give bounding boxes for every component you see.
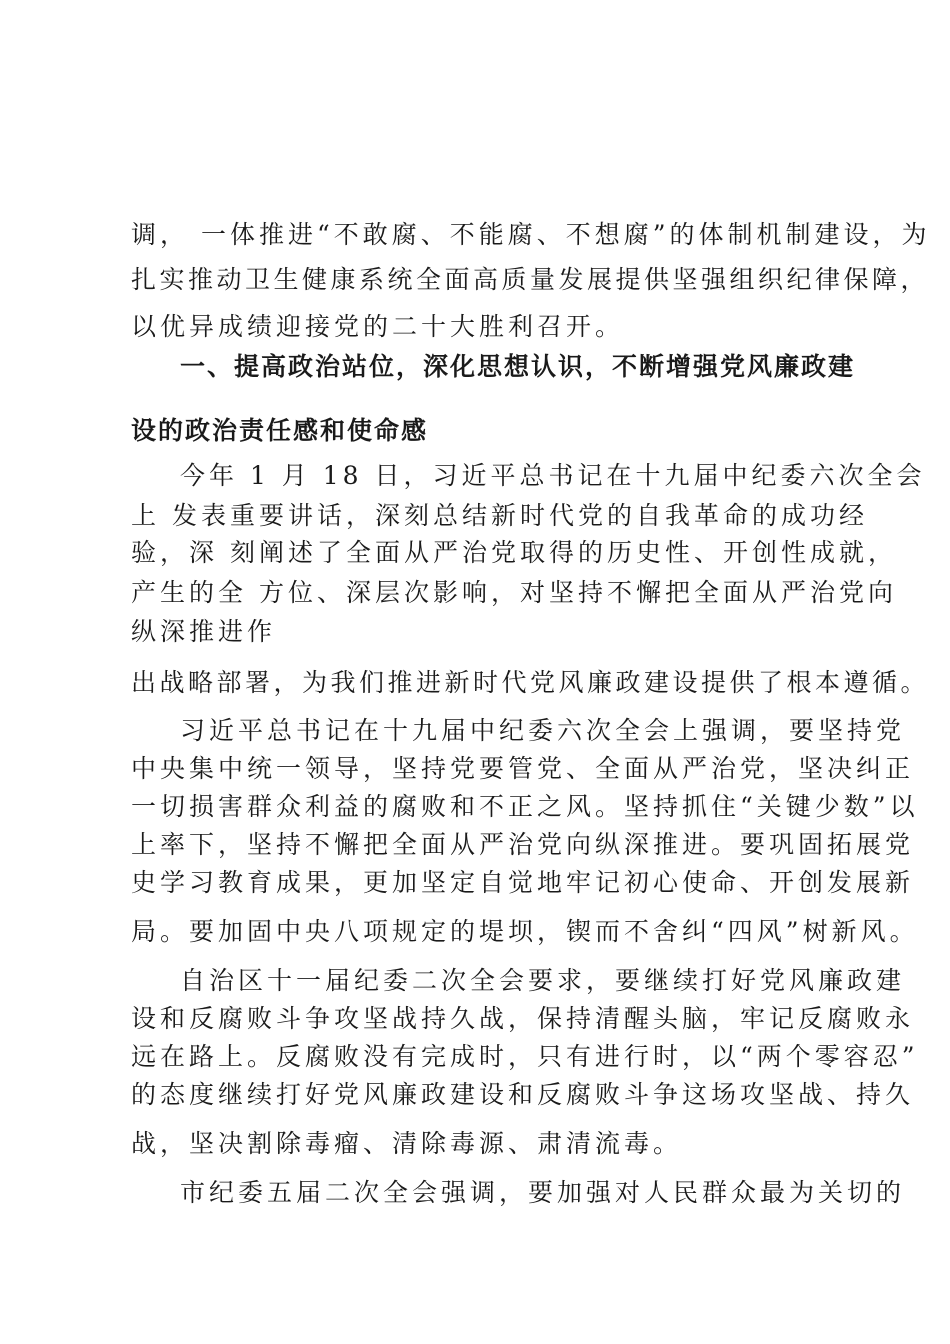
- text-line: 上 发表重要讲话，深刻总结新时代党的自我革命的成功经: [131, 501, 868, 530]
- text-line: 一切损害群众利益的腐败和不正之风。坚持抓住“关键少数”以: [131, 792, 919, 821]
- text-line: 调， 一体推进“不敢腐、不能腐、不想腐”的体制机制建设，为: [131, 220, 931, 249]
- text-line: 战，坚决割除毒瘤、清除毒源、肃清流毒。: [131, 1129, 683, 1158]
- text-line: 自治区十一届纪委二次全会要求，要继续打好党风廉政建: [180, 966, 906, 995]
- text-line: 习近平总书记在十九届中纪委六次全会上强调，要坚持党: [180, 716, 906, 745]
- text-line: 上率下，坚持不懈把全面从严治党向纵深推进。要巩固拓展党: [131, 830, 915, 859]
- section-heading-line: 设的政治责任感和使命感: [131, 416, 429, 445]
- text-line: 中央集中统一领导，坚持党要管党、全面从严治党，坚决纠正: [131, 754, 915, 783]
- text-line: 设和反腐败斗争攻坚战持久战，保持清醒头脑，牢记反腐败永: [131, 1004, 915, 1033]
- text-line: 出战略部署，为我们推进新时代党风廉政建设提供了根本遵循。: [131, 668, 930, 697]
- text-line: 纵深推进作: [131, 617, 277, 646]
- section-heading-line: 一、提高政治站位，深化思想认识，不断增强党风廉政建: [180, 352, 856, 381]
- text-line: 的态度继续打好党风廉政建设和反腐败斗争这场攻坚战、持久: [131, 1080, 915, 1109]
- text-line: 市纪委五届二次全会强调，要加强对人民群众最为关切的: [180, 1178, 906, 1207]
- text-line: 远在路上。反腐败没有完成时，只有进行时，以“两个零容忍”: [131, 1042, 919, 1071]
- text-line: 验，深 刻阐述了全面从严治党取得的历史性、开创性成就，: [131, 538, 897, 567]
- text-line: 以优异成绩迎接党的二十大胜利召开。: [131, 312, 625, 341]
- text-line: 史学习教育成果，更加坚定自觉地牢记初心使命、开创发展新: [131, 868, 915, 897]
- text-line: 扎实推动卫生健康系统全面高质量发展提供坚强组织纪律保障，: [131, 265, 930, 294]
- text-line: 产生的全 方位、深层次影响，对坚持不懈把全面从严治党向: [131, 578, 897, 607]
- text-line: 局。要加固中央八项规定的堤坝，锲而不舍纠“四风”树新风。: [131, 917, 919, 946]
- text-line: 今年 1 月 18 日，习近平总书记在十九届中纪委六次全会: [180, 461, 926, 490]
